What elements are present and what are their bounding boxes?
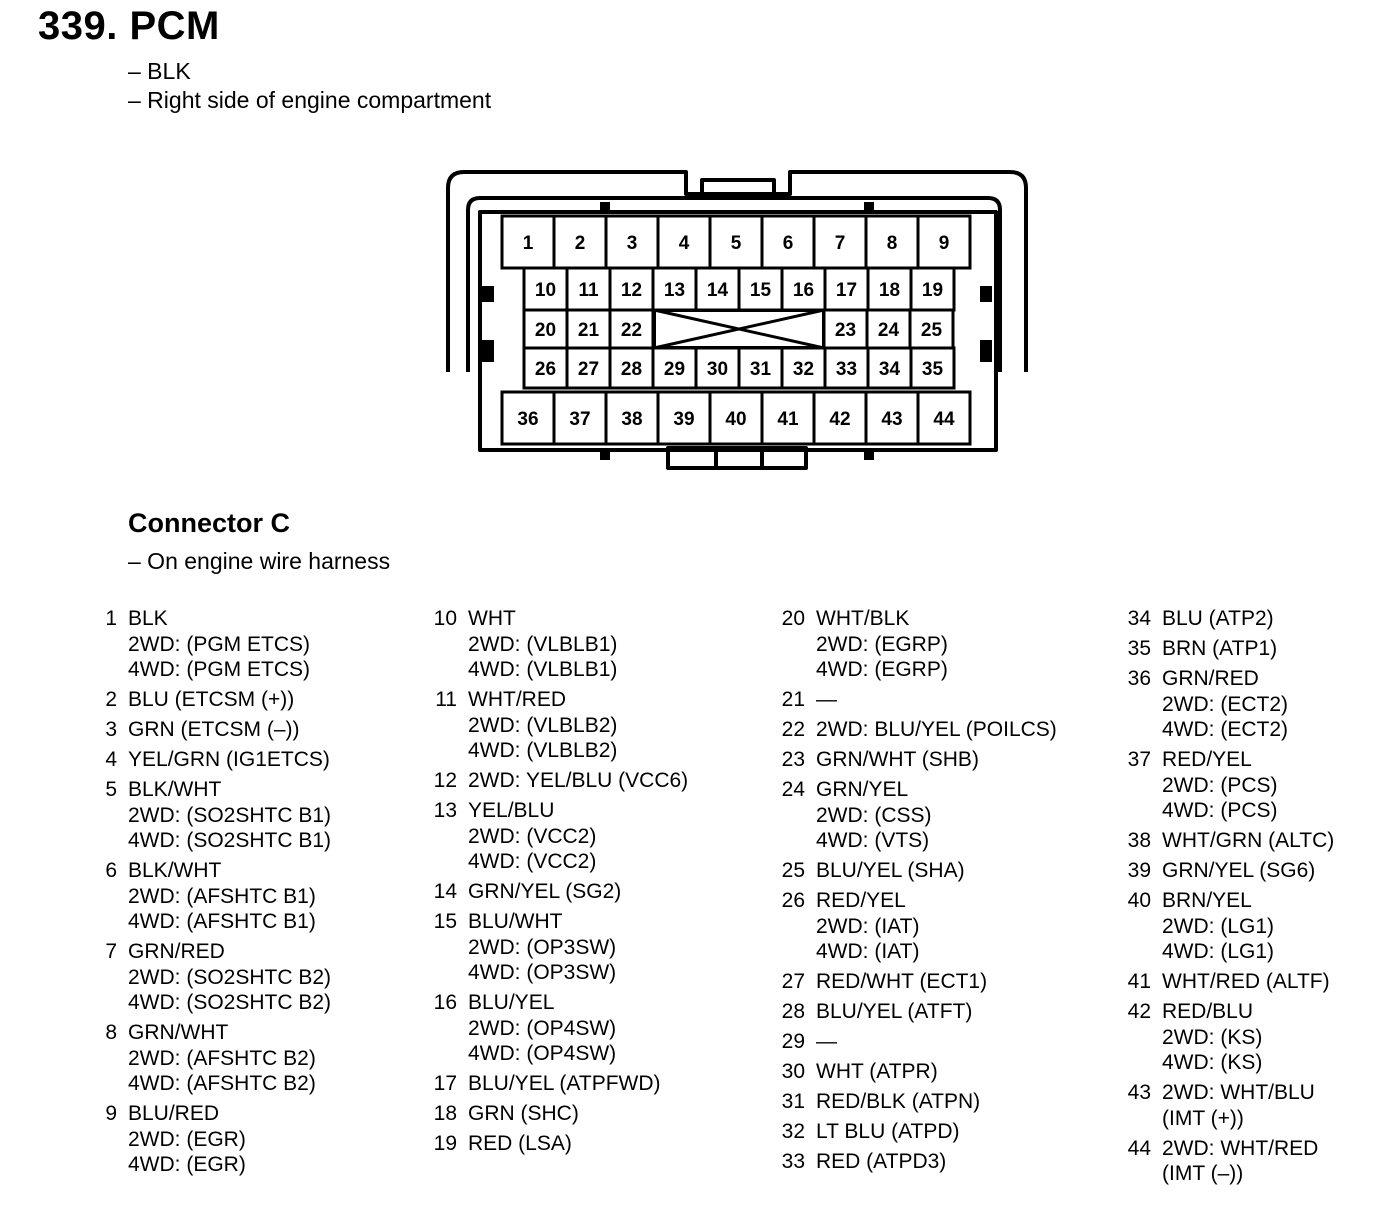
pin-entry (1126, 858, 1392, 888)
pin-number: 16 (433, 991, 457, 1014)
pin-list-column (780, 606, 1120, 1179)
pin-signal: 4WD: (LG1) (1162, 940, 1275, 963)
pin-wire-color: WHT/BLK (816, 607, 910, 630)
terminal-number: 10 (534, 280, 557, 301)
pin-entry (432, 879, 772, 909)
terminal-number: 13 (663, 280, 686, 301)
pin-signal: 2WD: (EGRP) (816, 632, 948, 656)
pin-signal: 2WD: (PGM ETCS) (128, 632, 310, 656)
pin-wire-color: GRN (ETCSM (–)) (128, 718, 300, 741)
pin-signal: 4WD: (IAT) (816, 940, 920, 963)
pin-entry (92, 717, 432, 747)
pin-wire-color: WHT (468, 607, 516, 630)
pin-wire-color: WHT (ATPR) (816, 1060, 938, 1083)
pin-signal: 2WD: (IAT) (816, 914, 920, 938)
pin-signal: 4WD: (SO2SHTC B2) (128, 991, 332, 1014)
pin-entry (1126, 1136, 1392, 1192)
terminal-number: 23 (834, 320, 857, 341)
pin-signal: 2WD: (OP4SW) (468, 1016, 617, 1040)
pin-number: 20 (781, 607, 805, 630)
pin-wire-color: GRN/RED (128, 940, 225, 963)
lock-tab (482, 286, 494, 302)
pin-signal: 4WD: (VLBLB2) (468, 739, 618, 762)
terminal-number: 33 (835, 359, 858, 380)
pin-number: 31 (781, 1090, 805, 1113)
pin-wire-color: BLK/WHT (128, 778, 222, 801)
terminal-number: 40 (725, 409, 747, 430)
terminal-number: 42 (829, 409, 851, 430)
terminal-number: 20 (534, 320, 557, 341)
terminal-number: 11 (578, 280, 599, 301)
pin-number: 34 (1127, 607, 1151, 630)
lock-tab (482, 340, 494, 362)
terminal-number: 26 (534, 359, 557, 380)
pin-number: 3 (105, 718, 117, 741)
pin-signal: 4WD: (PCS) (1162, 799, 1278, 822)
pin-wire-color: WHT/RED (468, 688, 566, 711)
pin-entry (780, 1059, 1120, 1089)
pin-entry (432, 687, 772, 768)
pin-entry (1126, 969, 1392, 999)
connector-subheading: – On engine wire harness (128, 548, 391, 574)
page-title: 339. PCM (38, 4, 220, 48)
pin-wire-color: RED (LSA) (468, 1132, 572, 1155)
pin-wire-color: BLU/YEL (ATPFWD) (468, 1072, 661, 1095)
pin-number: 29 (781, 1030, 805, 1053)
pin-signal: 4WD: (EGRP) (816, 658, 948, 681)
terminal-number: 8 (886, 233, 898, 254)
pin-signal: 2WD: (KS) (1162, 1025, 1263, 1049)
pin-number: 38 (1127, 829, 1151, 852)
pin-wire-color: — (816, 1030, 837, 1053)
pin-number: 35 (1127, 637, 1151, 660)
pin-signal: 2WD: (ECT2) (1162, 692, 1288, 716)
pin-signal: 2WD: (SO2SHTC B1) (128, 803, 332, 827)
terminal-number: 36 (517, 409, 539, 430)
pin-entry (92, 1020, 432, 1101)
pin-entry (780, 1089, 1120, 1119)
terminal-number: 2 (574, 233, 586, 254)
pin-number: 40 (1127, 889, 1151, 912)
terminal-number: 41 (777, 409, 799, 430)
pin-wire-color: RED (ATPD3) (816, 1150, 947, 1173)
terminal-number: 16 (792, 280, 815, 301)
terminal-number: 28 (620, 359, 643, 380)
pin-signal: 2WD: (CSS) (816, 803, 932, 827)
terminal-number: 21 (577, 320, 600, 341)
pin-entry (780, 1119, 1120, 1149)
pin-wire-color: 2WD: YEL/BLU (VCC6) (468, 769, 689, 792)
guide-notch (600, 202, 610, 214)
pin-entry (1126, 828, 1392, 858)
pin-signal: 2WD: (AFSHTC B1) (128, 884, 316, 908)
pin-signal: 4WD: (VTS) (816, 829, 930, 852)
guide-notch (864, 448, 874, 460)
terminal-number: 35 (921, 359, 944, 380)
pin-number: 19 (433, 1132, 457, 1155)
pin-wire-color: BLK/WHT (128, 859, 222, 882)
pin-signal: 2WD: (LG1) (1162, 914, 1275, 938)
terminal-number: 29 (663, 359, 686, 380)
pin-wire-color: GRN/RED (1162, 667, 1259, 690)
pin-number: 7 (105, 940, 117, 963)
pin-entry (92, 858, 432, 939)
pin-signal: 2WD: (EGR) (128, 1127, 246, 1151)
pin-number: 10 (433, 607, 457, 630)
pin-entry (432, 1071, 772, 1101)
pin-signal: 4WD: (OP4SW) (468, 1042, 617, 1065)
terminal-number: 24 (877, 320, 900, 341)
pin-entry (780, 777, 1120, 858)
pin-entry (432, 1101, 772, 1131)
connector-heading: Connector C (128, 508, 290, 538)
pin-signal: 4WD: (OP3SW) (468, 961, 617, 984)
terminal-number: 39 (673, 409, 695, 430)
pin-wire-color: WHT/RED (ALTF) (1162, 970, 1330, 993)
pin-number: 14 (433, 880, 457, 903)
pin-entry (432, 990, 772, 1071)
pin-signal: 2WD: (VCC2) (468, 824, 597, 848)
pin-number: 22 (781, 718, 805, 741)
terminal-number: 14 (706, 280, 729, 301)
pin-wire-color: GRN/WHT (SHB) (816, 748, 979, 771)
terminal-number: 15 (749, 280, 772, 301)
pin-entry (1126, 999, 1392, 1080)
guide-notch (600, 448, 610, 460)
pin-signal: 4WD: (VCC2) (468, 850, 597, 873)
pin-signal: 4WD: (EGR) (128, 1153, 246, 1176)
terminal-number: 5 (730, 233, 742, 254)
pin-number: 44 (1127, 1136, 1151, 1160)
terminal-number: 25 (920, 320, 943, 341)
pin-wire-color: BLU/RED (128, 1102, 220, 1125)
pin-entry (432, 1131, 772, 1161)
terminal-number: 44 (933, 409, 955, 430)
terminal-number: 37 (569, 409, 591, 430)
connector-color-note: – BLK (128, 58, 191, 84)
pin-entry (432, 606, 772, 687)
terminal-number: 17 (835, 280, 858, 301)
pin-wire-color: GRN/YEL (SG6) (1162, 859, 1316, 882)
pin-number: 24 (781, 778, 805, 801)
pin-signal: 4WD: (KS) (1162, 1051, 1263, 1074)
pin-signal: 2WD: (PCS) (1162, 773, 1278, 797)
pin-entry (432, 909, 772, 990)
pin-wire-color: GRN (SHC) (468, 1102, 579, 1125)
connector-location-note: – Right side of engine compartment (128, 87, 492, 113)
pin-wire-color: BLU (ETCSM (+)) (128, 688, 295, 711)
connector-diagram (440, 160, 1040, 480)
pin-number: 28 (781, 1000, 805, 1023)
latch-hood (702, 180, 774, 194)
pin-wire-color: RED/BLU (1162, 1000, 1254, 1023)
pin-signal: 2WD: (OP3SW) (468, 935, 617, 959)
terminal-number: 7 (834, 233, 846, 254)
pin-number: 21 (781, 688, 805, 711)
pin-signal: 4WD: (VLBLB1) (468, 658, 618, 681)
pin-entry (780, 1029, 1120, 1059)
pin-number: 37 (1127, 748, 1151, 771)
terminal-number: 4 (678, 233, 690, 254)
pin-entry (92, 606, 432, 687)
pin-number: 5 (105, 778, 117, 801)
pin-entry (780, 888, 1120, 969)
pin-wire-color: RED/BLK (ATPN) (816, 1090, 981, 1113)
pin-entry (1126, 666, 1392, 747)
pin-wire-color: YEL/BLU (468, 799, 555, 822)
pin-number: 32 (781, 1120, 805, 1143)
pin-wire-color: 2WD: WHT/RED (1162, 1136, 1319, 1160)
pin-entry (1126, 888, 1392, 969)
guide-notch (864, 202, 874, 214)
pin-wire-color: GRN/YEL (816, 778, 909, 801)
pin-entry (780, 858, 1120, 888)
pin-entry (780, 606, 1120, 687)
pin-entry (1126, 747, 1392, 828)
pin-wire-color: BLU (ATP2) (1162, 607, 1274, 630)
pin-wire-color: BLU/YEL (SHA) (816, 859, 965, 882)
pin-number: 41 (1127, 970, 1151, 993)
pin-number: 42 (1127, 1000, 1151, 1023)
pin-entry (92, 1101, 432, 1182)
pin-signal: 4WD: (ECT2) (1162, 718, 1288, 741)
pin-wire-color: — (816, 688, 837, 711)
pin-entry (92, 687, 432, 717)
pin-entry (780, 747, 1120, 777)
pin-wire-color: BLU/YEL (468, 991, 555, 1014)
terminal-number: 38 (621, 409, 643, 430)
pin-number: 26 (781, 889, 805, 912)
pin-number: 11 (435, 688, 457, 711)
terminal-number: 6 (782, 233, 794, 254)
pin-number: 2 (105, 688, 117, 711)
pin-number: 43 (1127, 1081, 1151, 1104)
pin-number: 36 (1127, 667, 1151, 690)
terminal-number: 30 (706, 359, 729, 380)
pin-entry (92, 939, 432, 1020)
pin-signal: 4WD: (SO2SHTC B1) (128, 829, 332, 852)
pin-signal: 4WD: (AFSHTC B2) (128, 1072, 316, 1095)
pin-number: 15 (433, 910, 457, 933)
pin-list-column (432, 606, 772, 1161)
pin-number: 6 (105, 859, 117, 882)
terminal-number: 31 (749, 359, 772, 380)
pin-wire-color: LT BLU (ATPD) (816, 1120, 960, 1143)
pin-number: 39 (1127, 859, 1151, 882)
pin-wire-color: 2WD: BLU/YEL (POILCS) (816, 718, 1057, 741)
pin-wire-color: BRN (ATP1) (1162, 637, 1278, 660)
terminal-number: 1 (522, 233, 534, 254)
pin-entry (780, 717, 1120, 747)
pin-list-column (1126, 606, 1392, 1191)
pin-list-column (92, 606, 432, 1182)
pin-entry (1126, 1080, 1392, 1136)
pin-number: 13 (433, 799, 457, 822)
pin-entry (432, 768, 772, 798)
pin-signal: 4WD: (AFSHTC B1) (128, 910, 316, 933)
pin-entry (1126, 636, 1392, 666)
pin-entry (780, 1149, 1120, 1179)
terminal-number: 12 (620, 280, 643, 301)
pin-signal: 4WD: (PGM ETCS) (128, 658, 310, 681)
pin-wire-color: BLK (128, 607, 168, 630)
pin-signal: 2WD: (VLBLB1) (468, 632, 618, 656)
pin-entry (1126, 606, 1392, 636)
pin-signal: (IMT (+)) (1162, 1106, 1244, 1130)
pin-entry (780, 969, 1120, 999)
pin-entry (92, 747, 432, 777)
pin-entry (780, 687, 1120, 717)
pin-number: 1 (105, 607, 117, 630)
lock-tab (980, 340, 992, 362)
pin-number: 12 (433, 769, 457, 792)
pin-number: 9 (105, 1102, 117, 1125)
pin-entry (432, 798, 772, 879)
pin-number: 25 (781, 859, 805, 882)
pin-signal: 2WD: (SO2SHTC B2) (128, 965, 332, 989)
pin-wire-color: RED/WHT (ECT1) (816, 970, 988, 993)
pin-wire-color: GRN/YEL (SG2) (468, 880, 622, 903)
pin-wire-color: RED/YEL (1162, 748, 1252, 771)
terminal-number: 34 (878, 359, 901, 380)
terminal-number: 19 (921, 280, 944, 301)
terminal-number: 27 (577, 359, 600, 380)
pin-number: 18 (433, 1102, 457, 1125)
pin-number: 23 (781, 748, 805, 771)
pin-number: 30 (781, 1060, 805, 1083)
terminal-number: 22 (620, 320, 643, 341)
pin-wire-color: GRN/WHT (128, 1021, 229, 1044)
pin-number: 27 (781, 970, 805, 993)
pin-number: 4 (105, 748, 117, 771)
pin-wire-color: WHT/GRN (ALTC) (1162, 829, 1335, 852)
terminal-number: 3 (626, 233, 638, 254)
pin-entry (780, 999, 1120, 1029)
terminal-number: 32 (792, 359, 815, 380)
pin-entry (92, 777, 432, 858)
pin-signal: 2WD: (VLBLB2) (468, 713, 618, 737)
pin-wire-color: RED/YEL (816, 889, 906, 912)
pin-wire-color: YEL/GRN (IG1ETCS) (128, 748, 330, 771)
terminal-number: 9 (938, 233, 950, 254)
pin-wire-color: BLU/WHT (468, 910, 563, 933)
lock-tab (980, 286, 992, 302)
pin-number: 33 (781, 1150, 805, 1173)
pin-wire-color: 2WD: WHT/BLU (1162, 1081, 1315, 1104)
pin-number: 17 (433, 1072, 457, 1095)
terminal-number: 43 (881, 409, 903, 430)
pin-signal: (IMT (–)) (1162, 1162, 1244, 1185)
terminal-number: 18 (878, 280, 901, 301)
pin-signal: 2WD: (AFSHTC B2) (128, 1046, 316, 1070)
pin-wire-color: BRN/YEL (1162, 889, 1252, 912)
pin-number: 8 (105, 1021, 117, 1044)
pin-wire-color: BLU/YEL (ATFT) (816, 1000, 973, 1023)
